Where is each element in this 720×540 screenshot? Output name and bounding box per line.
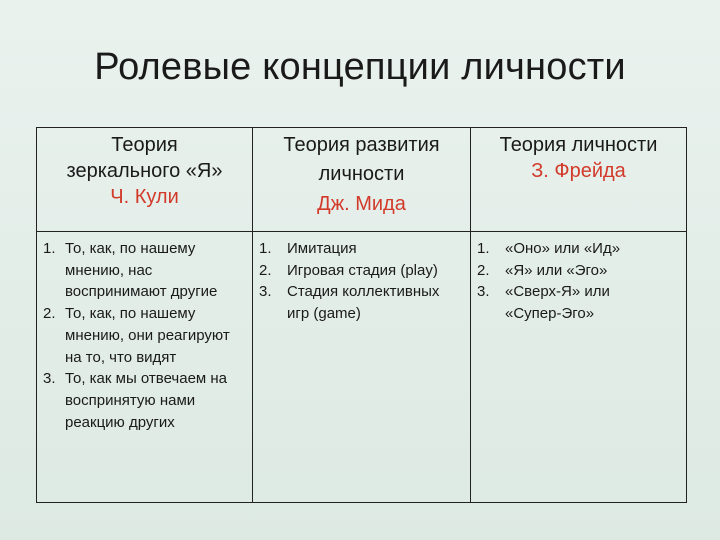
item-text: Имитация [287, 240, 357, 257]
item-number: 1. [43, 240, 56, 257]
header-cell-mead [253, 128, 471, 232]
item-number: 1. [259, 240, 272, 257]
heading-line: Теория личности [499, 134, 658, 156]
item-number: 1. [477, 240, 490, 257]
numbered-list [253, 232, 470, 325]
body-cell-cooley [37, 232, 253, 503]
item-number: 2. [43, 305, 56, 323]
item-text: «Сверх-Я» или «Супер-Эго» [505, 283, 610, 323]
numbered-list [471, 232, 686, 325]
header-cell-freud [471, 128, 687, 232]
item-number: 3. [259, 283, 272, 301]
item-number: 3. [477, 283, 490, 301]
item-number: 3. [43, 370, 56, 388]
item-text: Стадия коллективных игр (game) [287, 283, 440, 323]
list-item [43, 368, 246, 433]
numbered-list [37, 232, 252, 433]
item-text: «Оно» или «Ид» [505, 240, 621, 257]
heading-line: личности [318, 163, 405, 185]
author-label: З. Фрейда [531, 160, 626, 182]
author-label: Дж. Мида [317, 193, 406, 215]
heading-line: зеркального «Я» [66, 160, 223, 182]
header-cell-cooley [37, 128, 253, 232]
item-text: Игровая стадия (play) [287, 261, 438, 279]
list-item [259, 238, 442, 260]
body-cell-freud [471, 232, 687, 503]
heading-line: Теория развития [283, 134, 440, 156]
item-text: То, как, по нашему мнению, нас воспринимают другие [65, 240, 218, 301]
concepts-table [36, 127, 687, 503]
list-item [259, 260, 442, 282]
list-item [477, 238, 660, 260]
slide-title: Ролевые концепции личности [94, 46, 626, 88]
author-label: Ч. Кули [110, 186, 179, 208]
item-number: 2. [259, 261, 272, 279]
body-cell-mead [253, 232, 471, 503]
body-row [37, 232, 687, 503]
list-item [43, 303, 246, 368]
heading-line: Теория [111, 134, 178, 156]
list-item [259, 281, 442, 324]
list-item [477, 281, 660, 324]
item-text: «Я» или «Эго» [505, 261, 608, 279]
item-text: То, как мы отвечаем на воспринятую нами реакцию других [65, 370, 228, 431]
list-item [43, 238, 246, 303]
header-row [37, 128, 687, 232]
item-number: 2. [477, 261, 490, 279]
item-text: То, как, по нашему мнению, они реагируют на то, что видят [65, 305, 230, 366]
list-item [477, 260, 660, 282]
